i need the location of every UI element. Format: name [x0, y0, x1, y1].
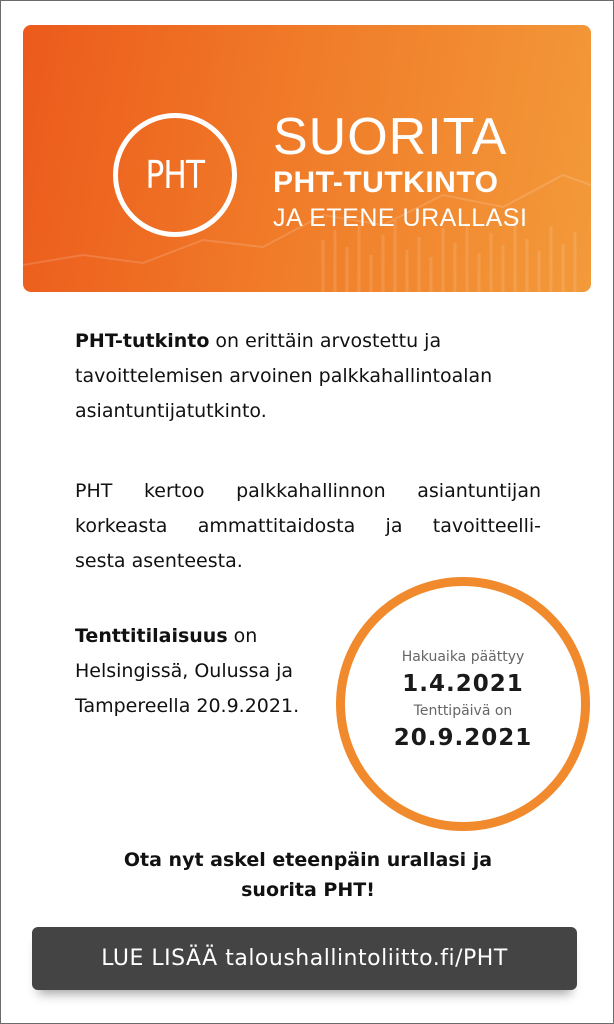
exam-text-3: Tampereella 20.9.2021. [75, 695, 300, 717]
deadline-date: 1.4.2021 [402, 671, 524, 697]
description-paragraph [75, 474, 541, 579]
exam-date-label: Tenttipäivä on [413, 703, 513, 719]
intro-paragraph [75, 324, 541, 429]
pht-logo [113, 113, 237, 237]
description-line-3: sesta asenteesta. [75, 550, 243, 572]
deadline-label: Hakuaika päättyy [401, 649, 525, 665]
read-more-button[interactable]: LUE LISÄÄ taloushallintoliitto.fi/PHT [32, 927, 577, 990]
dates-circle [336, 577, 590, 831]
intro-text-1: on erittäin arvostettu ja [209, 330, 442, 352]
exam-date: 20.9.2021 [393, 725, 533, 751]
intro-text-2: tavoittelemisen arvoinen palkkahallintoalan [75, 365, 493, 387]
exam-paragraph [75, 619, 355, 724]
headline-line-1: SUORITA [273, 108, 508, 166]
banner-headline [273, 109, 527, 235]
headline-line-2: PHT-TUTKINTO [273, 166, 499, 199]
headline-line-3: JA ETENE URALLASI [273, 204, 528, 232]
call-to-action-text [1, 845, 614, 905]
exam-text-1: on [227, 625, 258, 647]
description-line-1: PHT kertoo palkkahallinnon asiantuntijan [75, 480, 541, 502]
hero-banner [23, 25, 591, 292]
exam-text-2: Helsingissä, Oulussa ja [75, 660, 294, 682]
logo-text: PHT [145, 153, 205, 197]
cta-line-2: suorita PHT! [241, 879, 375, 901]
description-line-2: korkeasta ammattitaidosta ja tavoitteelli- [75, 515, 541, 537]
intro-text-3: asiantuntijatutkinto. [75, 400, 267, 422]
intro-bold: PHT-tutkinto [75, 330, 210, 352]
cta-line-1: Ota nyt askel eteenpäin urallasi ja [123, 849, 493, 871]
exam-bold: Tenttitilaisuus [75, 625, 228, 647]
